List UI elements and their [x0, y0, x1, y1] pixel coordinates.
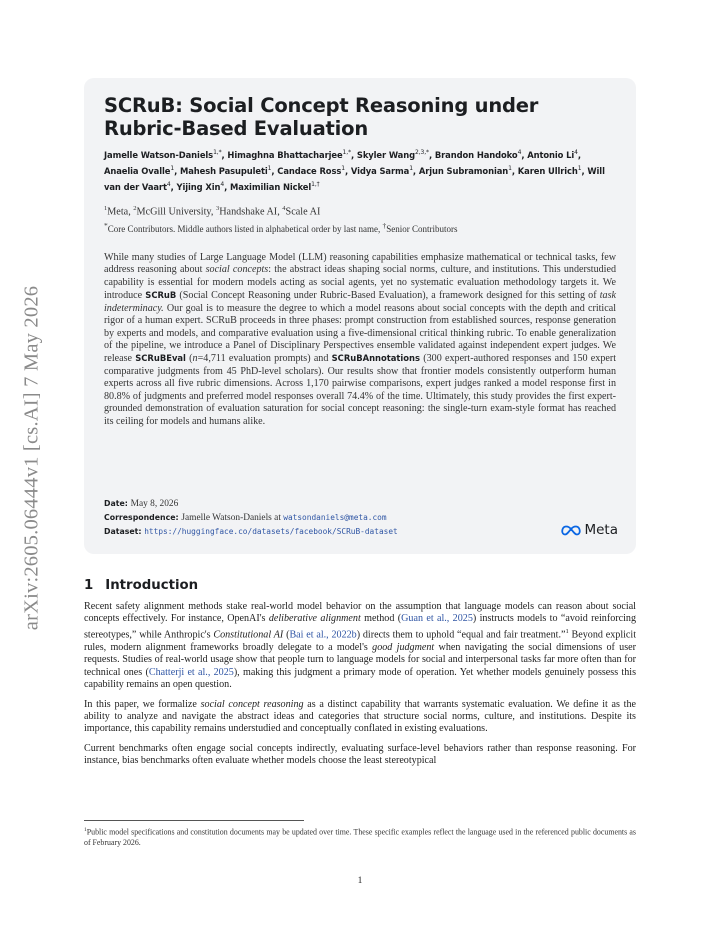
email-link[interactable]: watsondaniels@meta.com — [283, 513, 387, 522]
citation-link[interactable]: Chatterji et al., 2025 — [148, 666, 234, 678]
author-name: Skyler Wang — [356, 149, 415, 160]
citation-link[interactable]: Guan et al., 2025 — [401, 613, 473, 625]
abstract: While many studies of Large Language Model (LLM) reasoning capabilities emphasize mathematical or technical tasks, few address reasoning about social concepts: the abstract ideas shaping social norms, culture, and institutions. This understudied capability is essential for modern models acting as social agents, yet no systematic evaluation methodology targets it. We introduce SCRuB (Social Concept Reasoning under Rubric-Based Evaluation), a framework designed for this setting of task indeterminacy. Our goal is to measure the degree to which a model reasons about social concepts with the depth and critical rigor of a human expert. SCRuB proceeds in three phases: prompt construction from established sources, response generation by experts and models, and comparative evaluation using a five-dimensional critical thinking rubric. To enable generalization of the pipeline, we introduce a Panel of Disciplinary Perspectives ensemble validated against independent expert judges. We release SCRuBEval (n=4,711 evaluation prompts) and SCRuBAnnotations (300 expert-authored responses and 150 expert comparative judgments from 45 PhD-level scholars). Our results show that frontier models consistently outperform human experts across all five rubric dimensions. Across 1,170 pairwise comparisons, expert judges ranked a model response first in 80.8% of judgments and preferred model responses overall 74.4% of the time. Ultimately, this study provides the first expert-grounded demonstration of evaluation saturation for social concept reasoning: the single-turn exam-style format has reached its ceiling for models and humans alike. — [104, 251, 617, 427]
meta-infinity-icon — [561, 525, 581, 536]
date-line: Date: May 8, 2026 — [104, 499, 179, 509]
affiliation-name: Handshake AI — [219, 206, 278, 218]
arxiv-stamp: arXiv:2605.06444v1 [cs.AI] 7 May 2026 — [20, 285, 43, 631]
introduction-section — [84, 578, 636, 775]
author-name: Karen Ullrich — [517, 165, 578, 176]
author-name: Will van der Vaart — [104, 165, 605, 192]
affiliation-name: Scale AI — [285, 206, 321, 218]
author-name: Anaelia Ovalle — [104, 165, 171, 176]
author-list: Jamelle Watson-Daniels$^{1,*}$, Himaghna Bhattacharjee$^{1,*}$, Skyler Wang$^{2,3,*}$, Brandon Handoko$^4$, Antonio Li$^4$, Anaelia Ovalle$^1$, Mahesh Pasupuleti$^1$, Candace Ross$^1$, Vidya Sarma$^1$, Arjun Subramonian$^1$, Karen Ullrich$^1$, Will van der Vaart$^4$, Yijing Xin$^4$, Maximilian Nickel$^{1,\dagger}$ — [104, 149, 605, 192]
affiliation-name: Meta — [107, 206, 129, 218]
affiliation-name: McGill University — [136, 206, 211, 218]
intro-paragraph-3: Current benchmarks often engage social concepts indirectly, evaluating surface-level behaviors rather than response reasoning. For instance, bias benchmarks often evaluate whether models choose the least stereotypical — [84, 742, 636, 767]
author-name: Arjun Subramonian — [418, 165, 509, 176]
author-name: Candace Ross — [277, 165, 342, 176]
dataset-line: Dataset: https://huggingface.co/datasets/facebook/SCRuB-dataset — [104, 527, 398, 536]
author-name: Maximilian Nickel — [229, 181, 312, 192]
affiliations: $^1$Meta, $^2$McGill University, $^3$Handshake AI, $^4$Scale AI — [104, 205, 321, 218]
section-heading: 1 Introduction — [84, 578, 199, 593]
contributions-note: *Core Contributors. Middle authors listed in alphabetical order by last name, †Senior Contributors — [104, 220, 458, 234]
dataset-link[interactable]: https://huggingface.co/datasets/facebook/SCRuB-dataset — [144, 527, 398, 536]
author-name: Mahesh Pasupuleti — [179, 165, 268, 176]
author-name: Himaghna Bhattacharjee — [227, 149, 343, 160]
author-name: Jamelle Watson-Daniels — [104, 149, 214, 160]
author-name: Yijing Xin — [176, 181, 221, 192]
author-name: Antonio Li — [527, 149, 575, 160]
footnote-marker[interactable]: 1 — [565, 627, 569, 635]
correspondence-line: Correspondence: Jamelle Watson-Daniels at watsondaniels@meta.com — [104, 513, 387, 523]
meta-logo: Meta — [561, 522, 618, 538]
paper-metadata — [104, 497, 398, 539]
paper-title: SCRuB: Social Concept Reasoning under Rubric-Based Evaluation — [104, 94, 539, 140]
author-name: Vidya Sarma — [350, 165, 410, 176]
intro-paragraph-1: Recent safety alignment methods stake real-world model behavior on the assumption that language models can reason about social concepts effectively. For instance, OpenAI's deliberative alignment method (Guan et al., 2025) instructs models to “avoid reinforcing stereotypes,” while Anthropic's Constitutional AI (Bai et al., 2022b) directs them to uphold “equal and fair treatment.”$^1$ Beyond explicit rules, modern alignment frameworks broadly delegate to a model's good judgment when navigating the social dimensions of user requests. Studies of real-world usage show that people turn to language models for social and interpersonal tasks far more often than for technical ones (Chatterji et al., 2025), making this judgment a primary mode of operation. Yet whether models genuinely possess this capability remains an open question. — [84, 601, 637, 691]
header-card — [84, 78, 636, 554]
intro-paragraph-2: In this paper, we formalize social concept reasoning as a distinct capability that warrants systematic evaluation. We define it as the ability to analyze and navigate the abstract ideas and categories that structure social norms, culture, and institutions. Despite its importance, this capability remains understudied and conceptually conflated in existing evaluations. — [84, 698, 637, 735]
footnote: $^1$Public model specifications and constitution documents may be updated over time. These specific examples reflect the language used in the referenced public documents as of February 2026. — [84, 827, 636, 847]
footnote-divider — [84, 820, 304, 821]
page-number: 1 — [357, 876, 363, 886]
author-name: Brandon Handoko — [434, 149, 518, 160]
citation-link[interactable]: Bai et al., 2022b — [289, 629, 357, 641]
